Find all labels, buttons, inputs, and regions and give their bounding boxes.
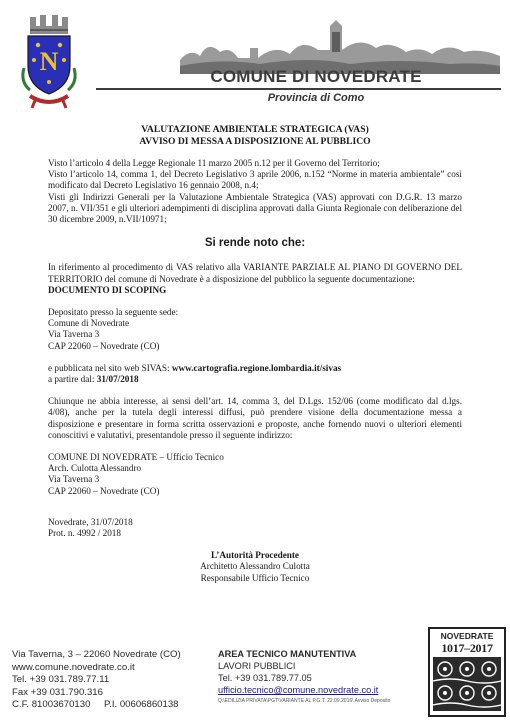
notice-body [48, 124, 462, 584]
deposit-line: CAP 22060 – Novedrate (CO) [48, 340, 160, 351]
badge-years: 1017–2017 [441, 641, 493, 655]
sivas-link[interactable]: www.cartografia.regione.lombardia.it/sivas [171, 362, 342, 373]
municipal-crest [14, 12, 84, 112]
footer-tax-ids [12, 699, 181, 712]
availability-date-line [48, 374, 462, 385]
observations-paragraph: Chiunque ne abbia interesse, ai sensi dell’art. 14, comma 3, del D.Lgs. 152/06 (come modificato dal d.lgs. 4/08), anche per la tutela degli interessi diffusi, può prendere visione della documentazione messa a disposizione e presentare in forma scritta osservazioni e proposte, anche fornendo nuovi o ulteriori elementi conoscitivi e valutativi, presentandole presso il seguente indirizzo: [48, 396, 462, 440]
deposit-label: Depositato presso la seguente sede: [48, 307, 179, 318]
signature-name: Architetto Alessandro Culotta [200, 561, 310, 572]
footer-address: Via Taverna, 3 – 22060 Novedrate (CO) [12, 649, 181, 660]
notice-announcement: Si rende noto che: [204, 237, 306, 250]
province-subtitle: Provincia di Como [267, 92, 365, 104]
intro-paragraph: In riferimento al procedimento di VAS relativo alla VARIANTE PARZIALE AL PIANO DI GOVERNO DEL TERRITORIO del comune di Novedrate è a disposizione del pubblico la seguente documentazione: [48, 262, 462, 284]
address-line: COMUNE DI NOVEDRATE – Ufficio Tecnico [48, 452, 224, 463]
ornament-pattern-icon [433, 657, 501, 711]
footer-fax: Fax +39 031.790.316 [12, 686, 103, 698]
svg-text:N: N [39, 47, 59, 76]
signature-role: Responsabile Ufficio Tecnico [200, 572, 310, 583]
footer-contacts [12, 649, 181, 712]
area-email-link[interactable]: ufficio.tecnico@comune.novedrate.co.it [218, 685, 379, 695]
deposit-line: Comune di Novedrate [48, 318, 130, 329]
footer-cf: C.F. 81003670130 [12, 699, 91, 711]
address-line: Via Taverna 3 [48, 474, 100, 485]
town-skyline-illustration [180, 18, 500, 74]
visto-paragraph-3: Visti gli Indirizzi Generali per la Valutazione Ambientale Strategica (VAS) approvati con D.G.R. 13 marzo 2007, n. VII/351 e gli ulteriori adempimenti di disciplina approvati dalla Giunta Regionale con deliberazione del 30 dicembre 2009, n.VII/10971; [48, 191, 462, 225]
protocol-number: Prot. n. 4992 / 2018 [48, 528, 121, 539]
address-line: CAP 22060 – Novedrate (CO) [48, 485, 160, 496]
millennium-badge [428, 627, 506, 717]
notice-heading-1: VALUTAZIONE AMBIENTALE STRATEGICA (VAS) [141, 124, 369, 135]
badge-title: NOVEDRATE [440, 631, 494, 641]
website-prefix: e pubblicata nel sito web SIVAS: [48, 362, 172, 373]
place-date: Novedrate, 31/07/2018 [48, 516, 133, 527]
footer-technical-office [218, 648, 390, 704]
visto-paragraph-2: Visto l’articolo 14, comma 1, del Decreto Legislativo 3 aprile 2006, n.152 “Norme in materia ambientale” così modificato dal Decreto Legislativo 16 gennaio 2008, n.4; [48, 169, 462, 191]
area-title: AREA TECNICO MANUTENTIVA [218, 649, 357, 659]
area-subtitle: LAVORI PUBBLICI [218, 661, 296, 671]
website-line [48, 363, 462, 374]
footer-phone: Tel. +39 031.789.77.11 [12, 674, 110, 686]
visto-paragraph-1: Visto l’articolo 4 della Legge Regionale 11 marzo 2005 n.12 per il Governo del Territorio; [48, 158, 380, 168]
area-phone: Tel. +39 031.789.77.05 [218, 673, 312, 683]
header-divider [96, 88, 501, 90]
footer-piva: P.I. 00606860138 [104, 699, 179, 711]
notice-heading-2: AVVISO DI MESSA A DISPOSIZIONE AL PUBBLICO [139, 135, 371, 147]
deposit-line: Via Taverna 3 [48, 329, 100, 340]
crown-icon [30, 15, 68, 34]
availability-date: 31/07/2018 [96, 374, 139, 385]
date-prefix: a partire dal: [48, 374, 97, 385]
footer-website[interactable]: www.comune.novedrate.co.it [12, 661, 135, 673]
document-name: DOCUMENTO DI SCOPING [48, 284, 167, 295]
municipality-title: COMUNE DI NOVEDRATE [210, 67, 422, 86]
signature-title: L’Autorità Procedente [210, 550, 300, 561]
address-line: Arch. Culotta Alessandro [48, 463, 142, 474]
file-path-note: Q:\EDILIZIA PRIVATA\PGT\VARIANTE AL P.G.T. 22.09.2016\ Avviso Deposito [218, 698, 391, 704]
